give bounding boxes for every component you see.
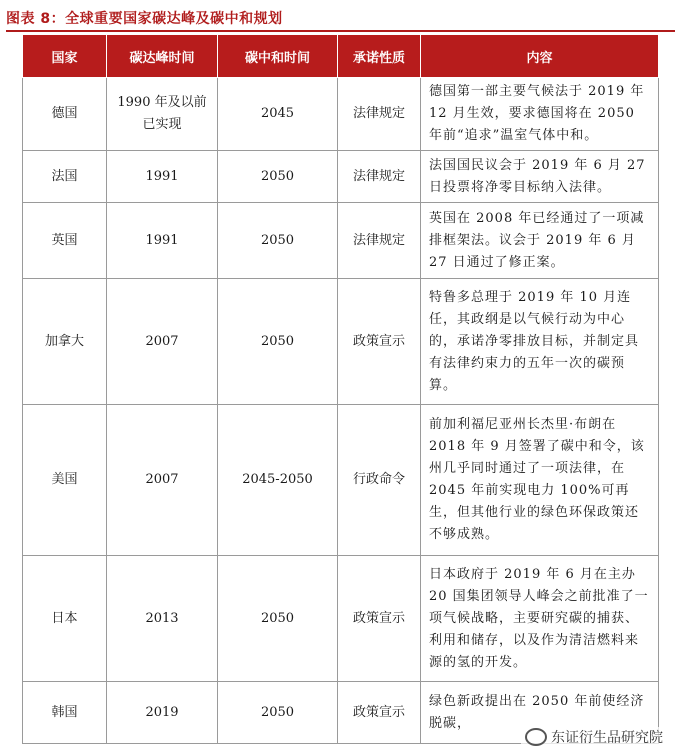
cell-country: 德国 [23,78,107,151]
table-row [23,78,659,151]
table-row [23,151,659,203]
cell-country: 英国 [23,203,107,279]
cell-country: 美国 [23,405,107,556]
header-peak: 碳达峰时间 [107,35,218,78]
header-nature: 承诺性质 [338,35,421,78]
cell-nature: 政策宣示 [338,682,421,744]
caption-rule [6,30,675,32]
figure-caption: 图表 8：全球重要国家碳达峰及碳中和规划 [6,11,283,27]
cell-content: 前加利福尼亚州长杰里·布朗在 2018 年 9 月签署了碳中和令，该州几乎同时通过了一项法律，在 2045 年前实现电力 100%可再生，但其他行业的绿色环保政策还不够成熟。 [421,405,659,556]
wechat-icon [525,728,547,746]
cell-country: 韩国 [23,682,107,744]
cell-content: 英国在 2008 年已经通过了一项减排框架法。议会于 2019 年 6 月 27 日通过了修正案。 [421,203,659,279]
cell-neutral: 2045-2050 [218,405,338,556]
cell-nature: 政策宣示 [338,556,421,682]
cell-country: 加拿大 [23,279,107,405]
cell-peak: 2007 [107,279,218,405]
table-row [23,203,659,279]
plan-table [22,34,659,744]
cell-peak: 2007 [107,405,218,556]
cell-country: 法国 [23,151,107,203]
cell-country: 日本 [23,556,107,682]
cell-neutral: 2050 [218,556,338,682]
cell-neutral: 2050 [218,203,338,279]
table-row [23,556,659,682]
header-content: 内容 [421,35,659,78]
cell-nature: 法律规定 [338,78,421,151]
table-row [23,279,659,405]
cell-content: 绿色新政提出在 2050 年前使经济脱碳， [421,682,659,744]
cell-peak: 2019 [107,682,218,744]
cell-content: 日本政府于 2019 年 6 月在主办 20 国集团领导人峰会之前批准了一项气候战略，主要研究碳的捕获、利用和储存，以及作为清洁燃料来源的氢的开发。 [421,556,659,682]
cell-peak: 1990 年及以前已实现 [107,78,218,151]
cell-nature: 行政命令 [338,405,421,556]
cell-nature: 法律规定 [338,203,421,279]
cell-content: 德国第一部主要气候法于 2019 年 12 月生效，要求德国将在 2050 年前“追求”温室气体中和。 [421,78,659,151]
cell-content: 法国国民议会于 2019 年 6 月 27 日投票将净零目标纳入法律。 [421,151,659,203]
header-neutral: 碳中和时间 [218,35,338,78]
cell-peak: 1991 [107,151,218,203]
watermark-text: 东证衍生品研究院 [551,730,663,746]
cell-neutral: 2050 [218,151,338,203]
table-row [23,405,659,556]
watermark [521,727,667,747]
header-row [23,35,659,78]
cell-nature: 政策宣示 [338,279,421,405]
cell-neutral: 2050 [218,682,338,744]
cell-nature: 法律规定 [338,151,421,203]
header-country: 国家 [23,35,107,78]
cell-neutral: 2045 [218,78,338,151]
cell-peak: 2013 [107,556,218,682]
cell-peak: 1991 [107,203,218,279]
cell-neutral: 2050 [218,279,338,405]
cell-content: 特鲁多总理于 2019 年 10 月连任，其政纲是以气候行动为中心的，承诺净零排放目标，并制定具有法律约束力的五年一次的碳预算。 [421,279,659,405]
